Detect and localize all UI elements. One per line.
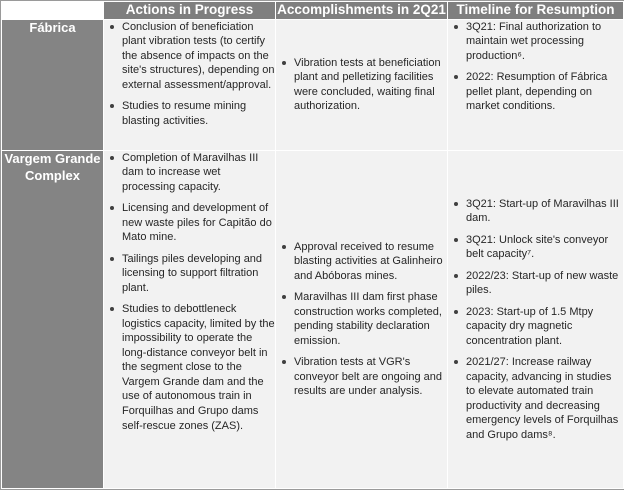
list-item: Tailings piles developing and licensing to support filtration plant.	[120, 252, 275, 296]
cell-fabrica-accomplishments	[276, 19, 448, 150]
column-header-actions: Actions in Progress	[104, 2, 276, 20]
list-item: Approval received to resume blasting activities at Galinheiro and Abóboras mines.	[292, 240, 447, 284]
list-item: 2022/23: Start-up of new waste piles.	[464, 269, 623, 298]
cell-vargem-timeline	[448, 150, 624, 488]
list-item: Vibration tests at beneficiation plant and pelletizing facilities were concluded, waiting final authorization.	[292, 56, 447, 114]
table-header-row	[2, 2, 624, 20]
list-item: Vibration tests at VGR's conveyor belt are ongoing and results are under analysis.	[292, 355, 447, 399]
list-item: 2021/27: Increase railway capacity, advancing in studies to elevate automated train productivity and decreasing emergency levels of Forquilhas and Grupo dams⁸.	[464, 355, 623, 442]
operations-status-table	[1, 1, 624, 489]
table-row	[2, 150, 624, 488]
cell-vargem-accomplishments	[276, 150, 448, 488]
list-item: Licensing and development of new waste piles for Capitão do Mato mine.	[120, 201, 275, 245]
column-header-accomplishments: Accomplishments in 2Q21	[276, 2, 448, 20]
list-item: 2023: Start-up of 1.5 Mtpy capacity dry magnetic concentration plant.	[464, 305, 623, 349]
table-corner-cell	[2, 2, 104, 20]
cell-vargem-actions	[104, 150, 276, 488]
bullet-list	[104, 151, 275, 433]
list-item: Maravilhas III dam first phase construction works completed, pending stability declaration emission.	[292, 290, 447, 348]
row-header-fabrica: Fábrica	[2, 19, 104, 150]
row-header-vargem-grande-complex: Vargem Grande Complex	[2, 150, 104, 488]
list-item: Conclusion of beneficiation plant vibration tests (to certify the absence of impacts on the site's structures), depending on external assessment/approval.	[122, 20, 275, 91]
column-header-timeline: Timeline for Resumption	[448, 2, 624, 20]
list-item: Studies to resume mining blasting activities.	[120, 99, 275, 128]
list-item: 3Q21: Start-up of Maravilhas III dam.	[464, 197, 623, 226]
cell-fabrica-actions	[104, 19, 276, 150]
list-item: 3Q21: Unlock site's conveyor belt capacity⁷.	[464, 233, 623, 262]
cell-fabrica-timeline	[448, 19, 624, 150]
list-item: Completion of Maravilhas III dam to increase wet processing capacity.	[120, 151, 275, 195]
list-item: 3Q21: Final authorization to maintain wet processing production⁶.	[464, 20, 623, 64]
list-item: 2022: Resumption of Fábrica pellet plant, depending on market conditions.	[464, 70, 623, 114]
bullet-list	[276, 240, 447, 399]
table-row	[2, 19, 624, 150]
list-item: Studies to debottleneck logistics capacity, limited by the impossibility to operate the long-distance conveyor belt in the segment close to the Vargem Grande dam and the use of autonomous train in Forquilhas and Grupo dams self-rescue zones (ZAS).	[122, 303, 275, 432]
bullet-list	[448, 20, 623, 114]
bullet-list	[448, 197, 623, 443]
bullet-list	[104, 20, 275, 129]
bullet-list	[276, 56, 447, 114]
